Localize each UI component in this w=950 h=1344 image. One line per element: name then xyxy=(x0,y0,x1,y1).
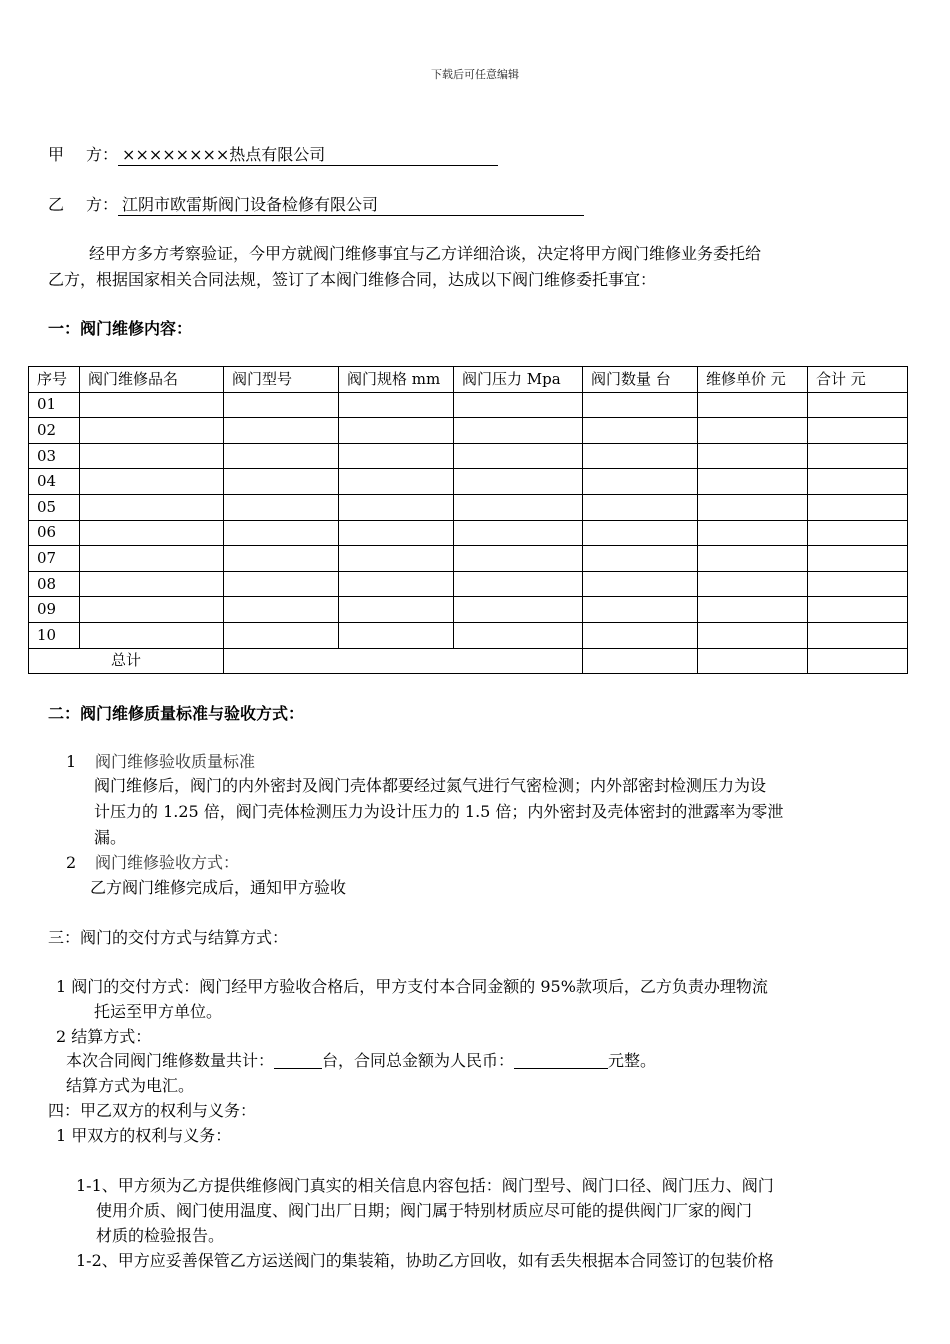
table-cell[interactable] xyxy=(698,418,808,444)
total-cell[interactable] xyxy=(808,648,908,674)
table-cell[interactable] xyxy=(808,469,908,495)
table-cell[interactable] xyxy=(698,597,808,623)
table-row xyxy=(29,597,908,623)
table-row xyxy=(29,494,908,520)
section-2-item-2-body: 乙方阀门维修完成后，通知甲方验收 xyxy=(90,878,347,897)
section-4-sub-1: 1 甲双方的权利与义务： xyxy=(56,1126,232,1145)
table-cell[interactable] xyxy=(224,597,339,623)
table-cell[interactable] xyxy=(454,418,583,444)
col-header: 阀门型号 xyxy=(224,367,339,393)
table-cell[interactable] xyxy=(808,443,908,469)
table-cell[interactable] xyxy=(339,469,454,495)
section-3-item-1-line-2: 托运至甲方单位。 xyxy=(94,1002,223,1021)
table-cell[interactable] xyxy=(583,571,698,597)
table-row xyxy=(29,418,908,444)
table-cell[interactable] xyxy=(583,443,698,469)
quantity-blank[interactable] xyxy=(274,1050,322,1069)
table-cell[interactable] xyxy=(80,392,224,418)
table-cell[interactable] xyxy=(454,520,583,546)
col-header: 阀门规格 mm xyxy=(339,367,454,393)
table-cell[interactable] xyxy=(808,392,908,418)
section-3-item-2: 2 结算方式： xyxy=(56,1027,152,1046)
table-cell[interactable] xyxy=(80,418,224,444)
party-a-label-1: 甲 xyxy=(48,145,65,164)
table-row xyxy=(29,571,908,597)
row-number: 04 xyxy=(29,469,80,495)
row-number: 06 xyxy=(29,520,80,546)
table-cell[interactable] xyxy=(339,494,454,520)
party-b-field[interactable] xyxy=(118,195,584,216)
party-a-label-2: 方： xyxy=(86,145,119,164)
table-row xyxy=(29,622,908,648)
table-cell[interactable] xyxy=(808,546,908,572)
section-2-item-2-number: 2 xyxy=(66,853,77,872)
table-cell[interactable] xyxy=(698,520,808,546)
table-cell[interactable] xyxy=(224,520,339,546)
party-a-value: ××××××××热点有限公司 xyxy=(122,145,326,164)
section-2-item-1-title: 阀门维修验收质量标准 xyxy=(95,752,256,771)
table-row xyxy=(29,469,908,495)
table-cell[interactable] xyxy=(224,392,339,418)
item-1-1-line-3: 材质的检验报告。 xyxy=(96,1226,225,1245)
table-cell[interactable] xyxy=(454,597,583,623)
table-cell[interactable] xyxy=(339,622,454,648)
table-cell[interactable] xyxy=(224,494,339,520)
total-cell[interactable] xyxy=(698,648,808,674)
intro-line-1: 经甲方多方考察验证，今甲方就阀门维修事宜与乙方详细洽谈，决定将甲方阀门维修业务委托给 xyxy=(89,244,762,263)
table-cell[interactable] xyxy=(339,392,454,418)
table-cell[interactable] xyxy=(454,494,583,520)
settlement-text-2: 台，合同总金额为人民币： xyxy=(322,1051,515,1070)
table-cell[interactable] xyxy=(808,571,908,597)
table-cell[interactable] xyxy=(583,469,698,495)
table-cell[interactable] xyxy=(698,622,808,648)
row-number: 01 xyxy=(29,392,80,418)
table-cell[interactable] xyxy=(583,546,698,572)
table-cell[interactable] xyxy=(80,622,224,648)
table-cell[interactable] xyxy=(339,546,454,572)
settlement-method: 结算方式为电汇。 xyxy=(66,1076,195,1095)
table-cell[interactable] xyxy=(80,546,224,572)
table-cell[interactable] xyxy=(339,597,454,623)
table-cell[interactable] xyxy=(698,392,808,418)
row-number: 03 xyxy=(29,443,80,469)
table-cell[interactable] xyxy=(80,597,224,623)
row-number: 02 xyxy=(29,418,80,444)
table-cell[interactable] xyxy=(583,418,698,444)
party-b-line xyxy=(48,192,584,218)
table-cell[interactable] xyxy=(808,494,908,520)
table-cell[interactable] xyxy=(583,520,698,546)
col-header: 维修单价 元 xyxy=(698,367,808,393)
table-cell[interactable] xyxy=(454,622,583,648)
table-cell[interactable] xyxy=(808,520,908,546)
table-cell[interactable] xyxy=(698,443,808,469)
total-label: 总计 xyxy=(29,648,224,674)
table-row xyxy=(29,392,908,418)
table-cell[interactable] xyxy=(583,494,698,520)
intro-line-2: 乙方，根据国家相关合同法规，签订了本阀门维修合同，达成以下阀门维修委托事宜： xyxy=(48,270,657,289)
party-b-value: 江阴市欧雷斯阀门设备检修有限公司 xyxy=(122,195,379,214)
table-cell[interactable] xyxy=(698,571,808,597)
table-cell[interactable] xyxy=(454,469,583,495)
table-cell[interactable] xyxy=(698,494,808,520)
table-cell[interactable] xyxy=(80,520,224,546)
table-row xyxy=(29,520,908,546)
table-cell[interactable] xyxy=(339,571,454,597)
table-row xyxy=(29,546,908,572)
table-header-row xyxy=(29,367,908,393)
section-2-item-1-body-1: 阀门维修后，阀门的内外密封及阀门壳体都要经过氮气进行气密检测；内外部密封检测压力为设 xyxy=(94,776,767,795)
header-note: 下载后可任意编辑 xyxy=(431,68,519,81)
table-cell[interactable] xyxy=(808,418,908,444)
table-cell[interactable] xyxy=(80,571,224,597)
table-cell[interactable] xyxy=(808,597,908,623)
table-cell[interactable] xyxy=(224,469,339,495)
table-cell[interactable] xyxy=(80,443,224,469)
total-cell[interactable] xyxy=(224,648,583,674)
table-cell[interactable] xyxy=(80,469,224,495)
amount-blank[interactable] xyxy=(514,1050,608,1069)
table-cell[interactable] xyxy=(808,622,908,648)
table-cell[interactable] xyxy=(339,443,454,469)
table-cell[interactable] xyxy=(583,622,698,648)
row-number: 10 xyxy=(29,622,80,648)
row-number: 07 xyxy=(29,546,80,572)
item-1-2-line-1: 1-2、甲方应妥善保管乙方运送阀门的集装箱，协助乙方回收，如有丢失根据本合同签订的包装价格 xyxy=(76,1251,774,1270)
table-total-row xyxy=(29,648,908,674)
table-cell[interactable] xyxy=(698,469,808,495)
table-cell[interactable] xyxy=(80,494,224,520)
table-row xyxy=(29,443,908,469)
table-cell[interactable] xyxy=(583,597,698,623)
item-1-1-line-1: 1-1、甲方须为乙方提供维修阀门真实的相关信息内容包括：阀门型号、阀门口径、阀门压力、阀门 xyxy=(76,1176,774,1195)
table-cell[interactable] xyxy=(698,546,808,572)
col-header: 阀门维修品名 xyxy=(80,367,224,393)
total-cell[interactable] xyxy=(583,648,698,674)
section-3-title: 三：阀门的交付方式与结算方式： xyxy=(48,928,289,947)
col-header: 阀门压力 Mpa xyxy=(454,367,583,393)
section-2-item-1-body-3: 漏。 xyxy=(94,828,127,847)
section-2-title: 二：阀门维修质量标准与验收方式： xyxy=(48,704,305,723)
table-cell[interactable] xyxy=(339,520,454,546)
party-b-label-1: 乙 xyxy=(48,195,65,214)
settlement-amount-line xyxy=(66,1048,656,1074)
table-cell[interactable] xyxy=(454,571,583,597)
section-4-title: 四：甲乙双方的权利与义务： xyxy=(48,1101,257,1120)
table-cell[interactable] xyxy=(224,546,339,572)
section-3-item-1-line-1: 1 阀门的交付方式：阀门经甲方验收合格后，甲方支付本合同金额的 95%款项后，乙方负责办理物流 xyxy=(56,977,768,996)
row-number: 09 xyxy=(29,597,80,623)
section-2-item-2-title: 阀门维修验收方式： xyxy=(95,853,240,872)
party-a-line xyxy=(48,142,498,168)
table-cell[interactable] xyxy=(454,443,583,469)
table-cell[interactable] xyxy=(224,418,339,444)
table-cell[interactable] xyxy=(224,443,339,469)
item-1-1-line-2: 使用介质、阀门使用温度、阀门出厂日期；阀门属于特别材质应尽可能的提供阀门厂家的阀门 xyxy=(96,1201,753,1220)
table-cell[interactable] xyxy=(339,418,454,444)
row-number: 08 xyxy=(29,571,80,597)
col-header: 阀门数量 台 xyxy=(583,367,698,393)
table-cell[interactable] xyxy=(454,392,583,418)
party-b-label-2: 方： xyxy=(86,195,119,214)
table-cell[interactable] xyxy=(224,571,339,597)
settlement-text-3: 元整。 xyxy=(608,1051,657,1070)
col-header: 合计 元 xyxy=(808,367,908,393)
table-cell[interactable] xyxy=(454,546,583,572)
col-header: 序号 xyxy=(29,367,80,393)
table-cell[interactable] xyxy=(224,622,339,648)
section-2-item-1-body-2: 计压力的 1.25 倍，阀门壳体检测压力为设计压力的 1.5 倍；内外密封及壳体密封的泄露率为零泄 xyxy=(94,802,784,821)
table-cell[interactable] xyxy=(583,392,698,418)
party-a-field[interactable] xyxy=(118,145,498,166)
row-number: 05 xyxy=(29,494,80,520)
settlement-text-1: 本次合同阀门维修数量共计： xyxy=(66,1051,275,1070)
section-1-title: 一：阀门维修内容： xyxy=(48,319,193,338)
valve-repair-table xyxy=(28,366,908,674)
section-2-item-1-number: 1 xyxy=(66,752,77,771)
